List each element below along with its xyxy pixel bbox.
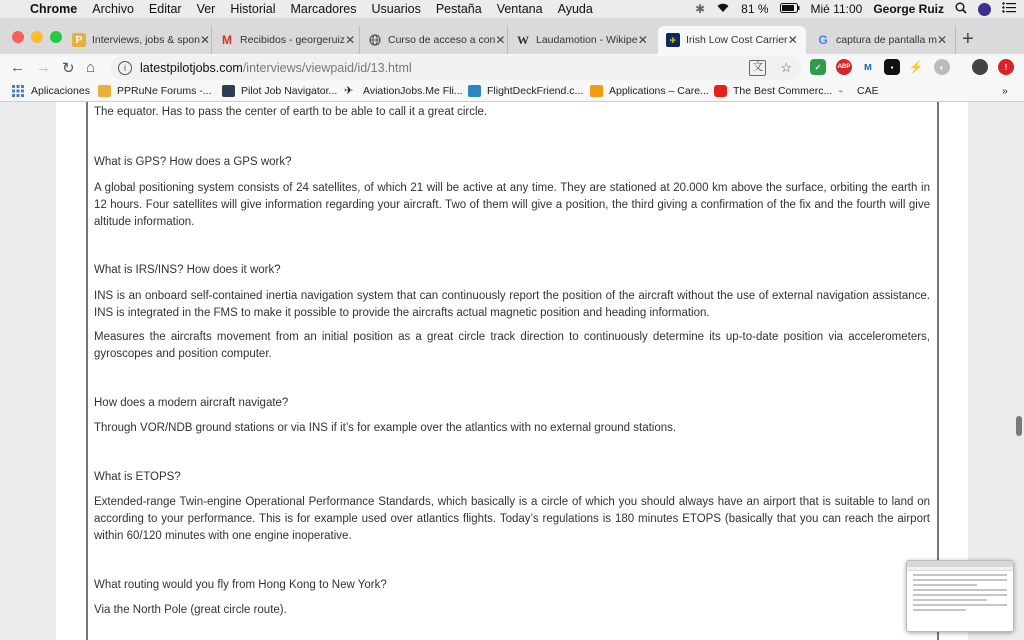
extension-compass-icon[interactable]: ◐ [934,59,950,75]
intro-answer: The equator. Has to pass the center of earth to be able to call it a great circle. [94,106,488,118]
bookmark-best-commercial[interactable] [714,85,832,97]
ryanair-icon: ✈ [666,33,680,47]
close-window-button[interactable] [12,31,24,43]
answer-etops: Extended-range Twin-engine Operational Performance Standards, which basically is a circle of which you should always have an airport that is suitable to land on according to your performance. This is for example used over atlantics flights. Today’s regulations is 180 minutes ETOPS (basically that you can reach the airport within 60/120 minutes with one engine inoperative. [94,496,930,542]
menu-editar[interactable]: Editar [148,2,182,16]
bookmark-ppRune[interactable] [98,85,212,97]
bookmark-label: PPRuNe Forums -... [117,85,212,97]
tab-title: Curso de acceso a con [388,34,496,46]
url-path: /interviews/viewpaid/id/13.html [242,61,412,75]
tab-title: Recibidos - georgeruiz [240,34,346,46]
tab-title: Irish Low Cost Carrier [686,34,788,46]
thumbnail-text-line [913,589,1007,591]
youtube-icon [714,85,727,97]
page-sheet [56,102,968,640]
wifi-icon[interactable] [716,2,730,16]
bookmark-label: FlightDeckFriend.c... [487,85,584,97]
close-tab-icon[interactable]: ✕ [637,33,648,47]
home-icon[interactable]: ⌂ [86,59,96,76]
airplane-icon: ✈ [344,85,354,97]
ppRune-icon: P [72,33,86,47]
adblock-plus-icon[interactable]: ABP [836,59,852,75]
menu-historial[interactable]: Historial [230,2,276,16]
globe-icon [368,33,382,47]
tab-title: Interviews, jobs & spon [92,34,200,46]
close-tab-icon[interactable]: ✕ [787,33,798,47]
bookmark-label: Aplicaciones [31,85,90,97]
clock[interactable]: Mié 11:00 [810,2,863,16]
bookmark-label: AviationJobs.Me Fli... [363,85,463,97]
bookmark-label: Applications – Care... [609,85,709,97]
thumbnail-text-line [913,584,977,586]
menu-archivo[interactable]: Archivo [92,2,134,16]
bluetooth-icon[interactable]: ✱ [695,2,706,16]
pilot-job-navigator-icon [222,85,235,97]
browser-toolbar [0,54,1024,82]
tab-irish-low-cost-carrier[interactable] [658,26,806,54]
minimize-window-button[interactable] [31,31,43,43]
close-tab-icon[interactable]: ✕ [495,33,506,47]
address-bar[interactable] [110,56,802,80]
thumbnail-text-line [913,574,1007,576]
bookmark-label: The Best Commerc... [733,85,833,97]
bookmarks-bar [0,82,1024,102]
bookmark-star-icon[interactable]: ☆ [780,60,792,75]
macos-menubar [0,0,1024,18]
question-gps: What is GPS? How does a GPS work? [94,156,292,168]
siri-icon[interactable] [978,3,991,16]
question-etops: What is ETOPS? [94,471,181,483]
menu-app-name[interactable]: Chrome [30,2,78,16]
tab-gmail[interactable] [212,26,360,54]
answer-gps: A global positioning system consists of 24 satellites, of which 21 will be active at any time. They are stationed at 20.000 km above the surface, orbiting the earth in 12 hours. Four satellites will give information regarding your aircraft. Two of them will give a position, the third giving a confirmation of the fix and the fourth will give altitude information. [94,182,930,228]
answer-navigation: Through VOR/NDB ground stations or via INS if it’s for example over the atlantics with no external ground stations. [94,422,677,434]
translate-icon[interactable]: 文 [749,60,766,76]
menu-marcadores[interactable]: Marcadores [290,2,357,16]
close-tab-icon[interactable]: ✕ [345,33,356,47]
gmail-icon: M [222,33,232,47]
bookmark-flightdeckfriend[interactable] [468,85,583,97]
question-routing: What routing would you fly from Hong Kong to New York? [94,579,387,591]
site-info-icon[interactable]: i [118,61,132,75]
tab-strip [0,18,1024,54]
window-controls [12,31,62,43]
back-arrow-icon[interactable]: ← [10,59,25,76]
applications-icon [590,85,603,97]
thumbnail-text-line [913,579,1007,581]
user-name[interactable]: George Ruiz [873,2,944,16]
apps-grid-icon [12,85,25,97]
bookmarks-overflow-icon[interactable]: » [1002,85,1008,97]
close-tab-icon[interactable]: ✕ [936,33,948,47]
extension-wave-icon[interactable]: ᴍ [863,61,873,73]
close-tab-icon[interactable]: ✕ [199,33,211,47]
screenshot-thumbnail-preview[interactable] [906,560,1014,632]
zoom-window-button[interactable] [50,31,62,43]
new-tab-button[interactable]: + [962,28,974,50]
tab-google[interactable] [808,26,956,54]
spotlight-search-icon[interactable] [955,2,967,17]
menu-ayuda[interactable]: Ayuda [557,2,593,16]
flightdeckfriend-icon [468,85,481,97]
thumbnail-text-line [913,609,966,611]
answer-irs-ins-1: INS is an onboard self-contained inertia navigation system that can continuously report the position of the aircraft without the use of external navigation assistance. INS is integrated in the FMS to make it possible to provide the aircrafts actual magnetic position and heading information. [94,290,930,319]
tab-title: captura de pantalla m [836,34,937,46]
forward-arrow-icon[interactable]: → [36,59,51,76]
tab-title: Laudamotion - Wikipe [536,34,638,46]
menu-ventana[interactable]: Ventana [496,2,543,16]
extension-bolt-icon[interactable]: ⚡ [908,60,924,74]
url-host: latestpilotjobs.com [140,61,243,75]
vertical-scrollbar-thumb[interactable] [1016,416,1022,436]
cae-icon: ⌁ [838,86,844,96]
menu-ver[interactable]: Ver [196,2,216,16]
bookmark-aplicaciones[interactable] [12,85,90,97]
thumbnail-toolbar [907,567,1013,571]
answer-routing: Via the North Pole (great circle route). [94,604,287,616]
bookmark-aviationjobs[interactable] [344,85,463,97]
thumbnail-text-line [913,594,1007,596]
google-icon: G [818,33,828,47]
bookmark-label: CAE [857,85,879,97]
bookmark-cae[interactable] [838,85,879,97]
question-navigation: How does a modern aircraft navigate? [94,397,289,409]
reload-icon[interactable]: ↻ [62,60,75,77]
thumbnail-text-line [913,599,987,601]
extension-tray-icon[interactable]: ▪ [884,59,900,75]
page-viewport [0,102,1024,640]
tab-curso[interactable] [360,26,508,54]
notification-center-icon[interactable] [1002,2,1016,16]
bookmark-pilot-job-navigator[interactable] [222,85,337,97]
bookmark-applications-careers[interactable] [590,85,709,97]
question-irs-ins: What is IRS/INS? How does it work? [94,264,281,276]
wikipedia-icon: W [517,32,529,47]
battery-percent: 81 % [741,2,769,16]
profile-avatar[interactable] [972,59,988,75]
menu-usuarios[interactable]: Usuarios [371,2,421,16]
update-menu-icon[interactable]: ! [998,59,1014,75]
ppRune-icon [98,85,111,97]
answer-irs-ins-2: Measures the aircrafts movement from an initial position as a great circle track direction to continuously determine its up-to-date position via accelerometers, gyroscopes and position computer. [94,331,930,360]
extension-shield-icon[interactable]: ✓ [810,59,826,75]
address-bar-actions [749,60,792,76]
thumbnail-text-line [913,604,1007,606]
tab-ppRune[interactable] [64,26,212,54]
menubar-status-area [695,0,1016,18]
battery-icon[interactable] [780,2,800,16]
tab-wikipedia[interactable] [508,26,656,54]
menu-pestana[interactable]: Pestaña [435,2,482,16]
bookmark-label: Pilot Job Navigator... [241,85,338,97]
